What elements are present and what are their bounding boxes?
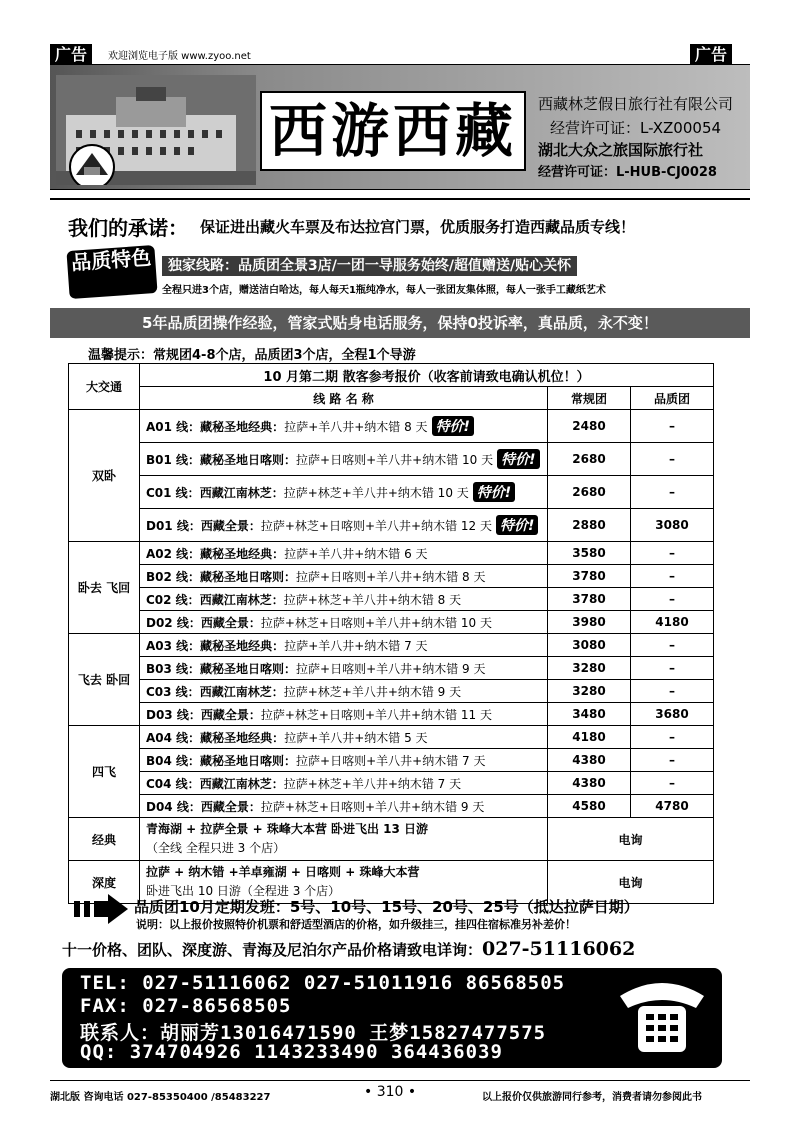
route-itinerary: 拉萨+林芝+日喀则+羊八井+纳木错 9 天	[260, 799, 485, 814]
route-itinerary: 拉萨+羊八井+纳木错 8 天	[284, 420, 428, 434]
table-row	[69, 772, 714, 795]
transport-group: 四飞	[69, 726, 140, 818]
transport-group: 飞去 卧回	[69, 634, 140, 726]
route-name: 西藏全景：	[200, 707, 261, 722]
route-name: 藏秘圣地经典：	[200, 638, 285, 653]
route-code: D02 线：	[146, 615, 201, 630]
regular-price: 3980	[548, 611, 631, 634]
promise-text: 保证进出藏火车票及布达拉宫门票，优质服务打造西藏品质专线！	[200, 218, 636, 236]
deep-price: 电询	[548, 861, 714, 904]
route-name: 藏秘圣地日喀则：	[200, 661, 297, 676]
route-code: C04 线：	[146, 776, 200, 791]
transport-group: 双卧	[69, 410, 140, 542]
route-itinerary: 拉萨+林芝+羊八井+纳木错 7 天	[283, 776, 462, 791]
table-row	[69, 634, 714, 657]
route-code: B01 线：	[146, 453, 201, 467]
col-regular-header: 常规团	[548, 387, 631, 410]
regular-price: 4380	[548, 772, 631, 795]
route-name: 西藏江南林芝：	[199, 684, 284, 699]
exclusive-label: 独家线路：	[168, 258, 238, 274]
quality-price: –	[631, 680, 714, 703]
route-name: 藏秘圣地经典：	[200, 420, 285, 434]
route-itinerary: 拉萨+日喀则+羊八井+纳木错 9 天	[296, 661, 486, 676]
route-cell	[140, 565, 548, 588]
route-code: C01 线：	[146, 486, 200, 500]
agency1-name: 西藏林芝假日旅行社有限公司	[538, 95, 734, 113]
route-itinerary: 拉萨+林芝+羊八井+纳木错 9 天	[283, 684, 462, 699]
table-row	[69, 565, 714, 588]
col-route-header: 线 路 名 称	[140, 387, 548, 410]
period-title: 10 月第二期 散客参考报价（收客前请致电确认机位！）	[140, 364, 714, 387]
agency1-license: 经营许可证：L-XZ00054	[550, 119, 722, 137]
route-itinerary: 拉萨+日喀则+羊八井+纳木错 8 天	[296, 569, 486, 584]
route-name: 藏秘圣地日喀则：	[200, 569, 297, 584]
route-itinerary: 拉萨+羊八井+纳木错 7 天	[284, 638, 428, 653]
classic-price: 电询	[548, 818, 714, 861]
route-name: 藏秘圣地经典：	[200, 730, 285, 745]
table-row	[69, 443, 714, 476]
quality-price: –	[631, 476, 714, 509]
table-row	[69, 588, 714, 611]
route-code: B03 线：	[146, 661, 201, 676]
route-code: A01 线：	[146, 420, 201, 434]
route-cell	[140, 443, 548, 476]
route-name: 西藏江南林芝：	[199, 776, 284, 791]
header-banner	[50, 64, 750, 190]
route-code: A02 线：	[146, 546, 201, 561]
table-row	[69, 795, 714, 818]
inquiry-phone: 027-51116062	[482, 938, 636, 960]
quality-price: 4780	[631, 795, 714, 818]
route-cell	[140, 772, 548, 795]
agency2-license: 经营许可证：L-HUB-CJ0028	[538, 165, 717, 180]
table-header-row	[69, 364, 714, 387]
route-itinerary: 拉萨+林芝+羊八井+纳木错 10 天	[283, 486, 469, 500]
route-itinerary: 拉萨+日喀则+羊八井+纳木错 7 天	[296, 753, 486, 768]
regular-price: 3080	[548, 634, 631, 657]
page-number: • 310 •	[364, 1084, 417, 1100]
route-cell	[140, 410, 548, 443]
route-cell	[140, 657, 548, 680]
regular-price: 2880	[548, 509, 631, 542]
experience-banner	[50, 308, 750, 338]
quality-badge	[66, 245, 157, 299]
route-name: 西藏全景：	[200, 519, 261, 533]
route-cell	[140, 680, 548, 703]
col-transport-header: 大交通	[69, 364, 140, 410]
route-cell	[140, 726, 548, 749]
contact-box	[62, 968, 722, 1068]
route-code: C02 线：	[146, 592, 200, 607]
ad-tag-right: 广告	[690, 44, 732, 66]
footer-divider	[50, 1080, 750, 1081]
special-price-badge: 特价!	[473, 482, 515, 502]
ad-tag-left: 广告	[50, 44, 92, 66]
table-row	[69, 726, 714, 749]
classic-route-cell	[140, 818, 548, 861]
footer-left: 湖北版 咨询电话 027-85350400 /85483227	[50, 1092, 271, 1103]
classic-group: 经典	[69, 818, 140, 861]
inquiry-label: 十一价格、团队、深度游、青海及尼泊尔产品价格请致电详询：	[62, 941, 483, 959]
route-name: 藏秘圣地日喀则：	[200, 753, 297, 768]
special-price-badge: 特价!	[432, 416, 474, 436]
title-box	[260, 91, 526, 171]
arrow-icon	[74, 894, 130, 924]
inquiry-text	[62, 938, 635, 960]
route-cell	[140, 611, 548, 634]
price-table	[68, 363, 714, 904]
regular-price: 2680	[548, 443, 631, 476]
regular-price: 3780	[548, 565, 631, 588]
quality-badge-text: 品质特色	[70, 245, 152, 275]
promise-detail: 全程只进3个店，赠送洁白哈达，每人每天1瓶纯净水，每人一张团友集体照，每人一张手工藏纸艺术	[162, 285, 606, 296]
route-name: 西藏江南林芝：	[199, 486, 284, 500]
quality-price: –	[631, 588, 714, 611]
quality-price: –	[631, 443, 714, 476]
route-name: 藏秘圣地日喀则：	[200, 453, 297, 467]
regular-price: 3280	[548, 680, 631, 703]
table-row	[69, 611, 714, 634]
route-cell	[140, 795, 548, 818]
route-itinerary: 拉萨+羊八井+纳木错 6 天	[284, 546, 428, 561]
main-title: 西游西藏	[268, 97, 517, 165]
contact-qq: QQ: 374704926 1143233490 364436039	[80, 1041, 503, 1063]
contact-fax: FAX: 027-86568505	[80, 995, 292, 1017]
table-row	[69, 509, 714, 542]
potala-palace-image	[56, 75, 256, 185]
table-row	[69, 680, 714, 703]
agency2-name: 湖北大众之旅国际旅行社	[538, 141, 704, 159]
welcome-text: 欢迎浏览电子版 www.zyoo.net	[108, 51, 251, 62]
exclusive-text: 品质团全景3店/一团一导服务始终/超值赠送/贴心关怀	[238, 258, 572, 274]
route-itinerary: 拉萨+羊八井+纳木错 5 天	[284, 730, 428, 745]
transport-group: 卧去 飞回	[69, 542, 140, 634]
contact-person: 联系人：胡丽芳13016471590 王梦15827477575	[80, 1022, 547, 1044]
deep-group: 深度	[69, 861, 140, 904]
route-code: D03 线：	[146, 707, 201, 722]
experience-text: 5年品质团操作经验，管家式贴身电话服务，保持0投诉率，真品质，永不变！	[142, 314, 658, 332]
table-row	[69, 657, 714, 680]
schedule-note: 说明：以上报价按照特价机票和舒适型酒店的价格，如升级挂三，挂四住宿标准另补差价！	[136, 918, 576, 931]
route-code: B02 线：	[146, 569, 201, 584]
regular-price: 3280	[548, 657, 631, 680]
table-row	[69, 542, 714, 565]
promise-title: 我们的承诺：	[68, 216, 188, 240]
route-name: 西藏江南林芝：	[199, 592, 284, 607]
quality-price: –	[631, 772, 714, 795]
quality-price: –	[631, 565, 714, 588]
table-row	[69, 703, 714, 726]
regular-price: 3480	[548, 703, 631, 726]
table-row	[69, 476, 714, 509]
quality-price: 4180	[631, 611, 714, 634]
deep-route-line2: 卧进飞出 10 日游（全程进 3 个店）	[146, 884, 341, 898]
contact-tel: TEL: 027-51116062 027-51011916 86568505	[80, 972, 566, 994]
footer-right: 以上报价仅供旅游同行参考，消费者请勿参阅此书	[482, 1092, 702, 1103]
regular-price: 4380	[548, 749, 631, 772]
special-price-badge: 特价!	[496, 515, 538, 535]
route-itinerary: 拉萨+日喀则+羊八井+纳木错 10 天	[296, 453, 494, 467]
route-code: C03 线：	[146, 684, 200, 699]
table-row-classic	[69, 818, 714, 861]
regular-price: 4580	[548, 795, 631, 818]
route-cell	[140, 749, 548, 772]
table-row	[69, 410, 714, 443]
route-name: 藏秘圣地经典：	[200, 546, 285, 561]
divider	[50, 198, 750, 200]
route-itinerary: 拉萨+林芝+羊八井+纳木错 8 天	[283, 592, 462, 607]
route-cell	[140, 476, 548, 509]
regular-price: 3780	[548, 588, 631, 611]
regular-price: 2480	[548, 410, 631, 443]
deep-route-line1: 拉萨 + 纳木错 +羊卓雍湖 + 日喀则 + 珠峰大本营	[146, 865, 420, 879]
table-subheader-row	[69, 387, 714, 410]
exclusive-route-bar	[162, 256, 577, 276]
route-code: D04 线：	[146, 799, 201, 814]
telephone-icon	[614, 974, 710, 1058]
route-code: B04 线：	[146, 753, 201, 768]
route-name: 西藏全景：	[200, 615, 261, 630]
regular-price: 4180	[548, 726, 631, 749]
col-quality-header: 品质团	[631, 387, 714, 410]
route-name: 西藏全景：	[200, 799, 261, 814]
quality-price: –	[631, 410, 714, 443]
route-code: D01 线：	[146, 519, 201, 533]
special-price-badge: 特价!	[497, 449, 539, 469]
quality-price: –	[631, 657, 714, 680]
route-itinerary: 拉萨+林芝+日喀则+羊八井+纳木错 10 天	[260, 615, 492, 630]
route-cell	[140, 634, 548, 657]
route-cell	[140, 588, 548, 611]
quality-price: –	[631, 726, 714, 749]
classic-route-line1: 青海湖 + 拉萨全景 + 珠峰大本营 卧进飞出 13 日游	[146, 822, 429, 836]
route-code: A04 线：	[146, 730, 201, 745]
route-itinerary: 拉萨+林芝+日喀则+羊八井+纳木错 12 天	[260, 519, 492, 533]
route-cell	[140, 509, 548, 542]
route-itinerary: 拉萨+林芝+日喀则+羊八井+纳木错 11 天	[260, 707, 492, 722]
schedule-text: 品质团10月定期发班：5号、10号、15号、20号、25号（抵达拉萨日期）	[134, 898, 639, 916]
quality-price: 3080	[631, 509, 714, 542]
regular-price: 3580	[548, 542, 631, 565]
quality-price: 3680	[631, 703, 714, 726]
regular-price: 2680	[548, 476, 631, 509]
quality-price: –	[631, 542, 714, 565]
table-row	[69, 749, 714, 772]
quality-price: –	[631, 634, 714, 657]
quality-price: –	[631, 749, 714, 772]
route-cell	[140, 542, 548, 565]
route-cell	[140, 703, 548, 726]
route-code: A03 线：	[146, 638, 201, 653]
tip-text: 温馨提示：常规团4-8个店，品质团3个店，全程1个导游	[88, 348, 416, 363]
classic-route-line2: （全线 全程只进 3 个店）	[146, 841, 286, 855]
